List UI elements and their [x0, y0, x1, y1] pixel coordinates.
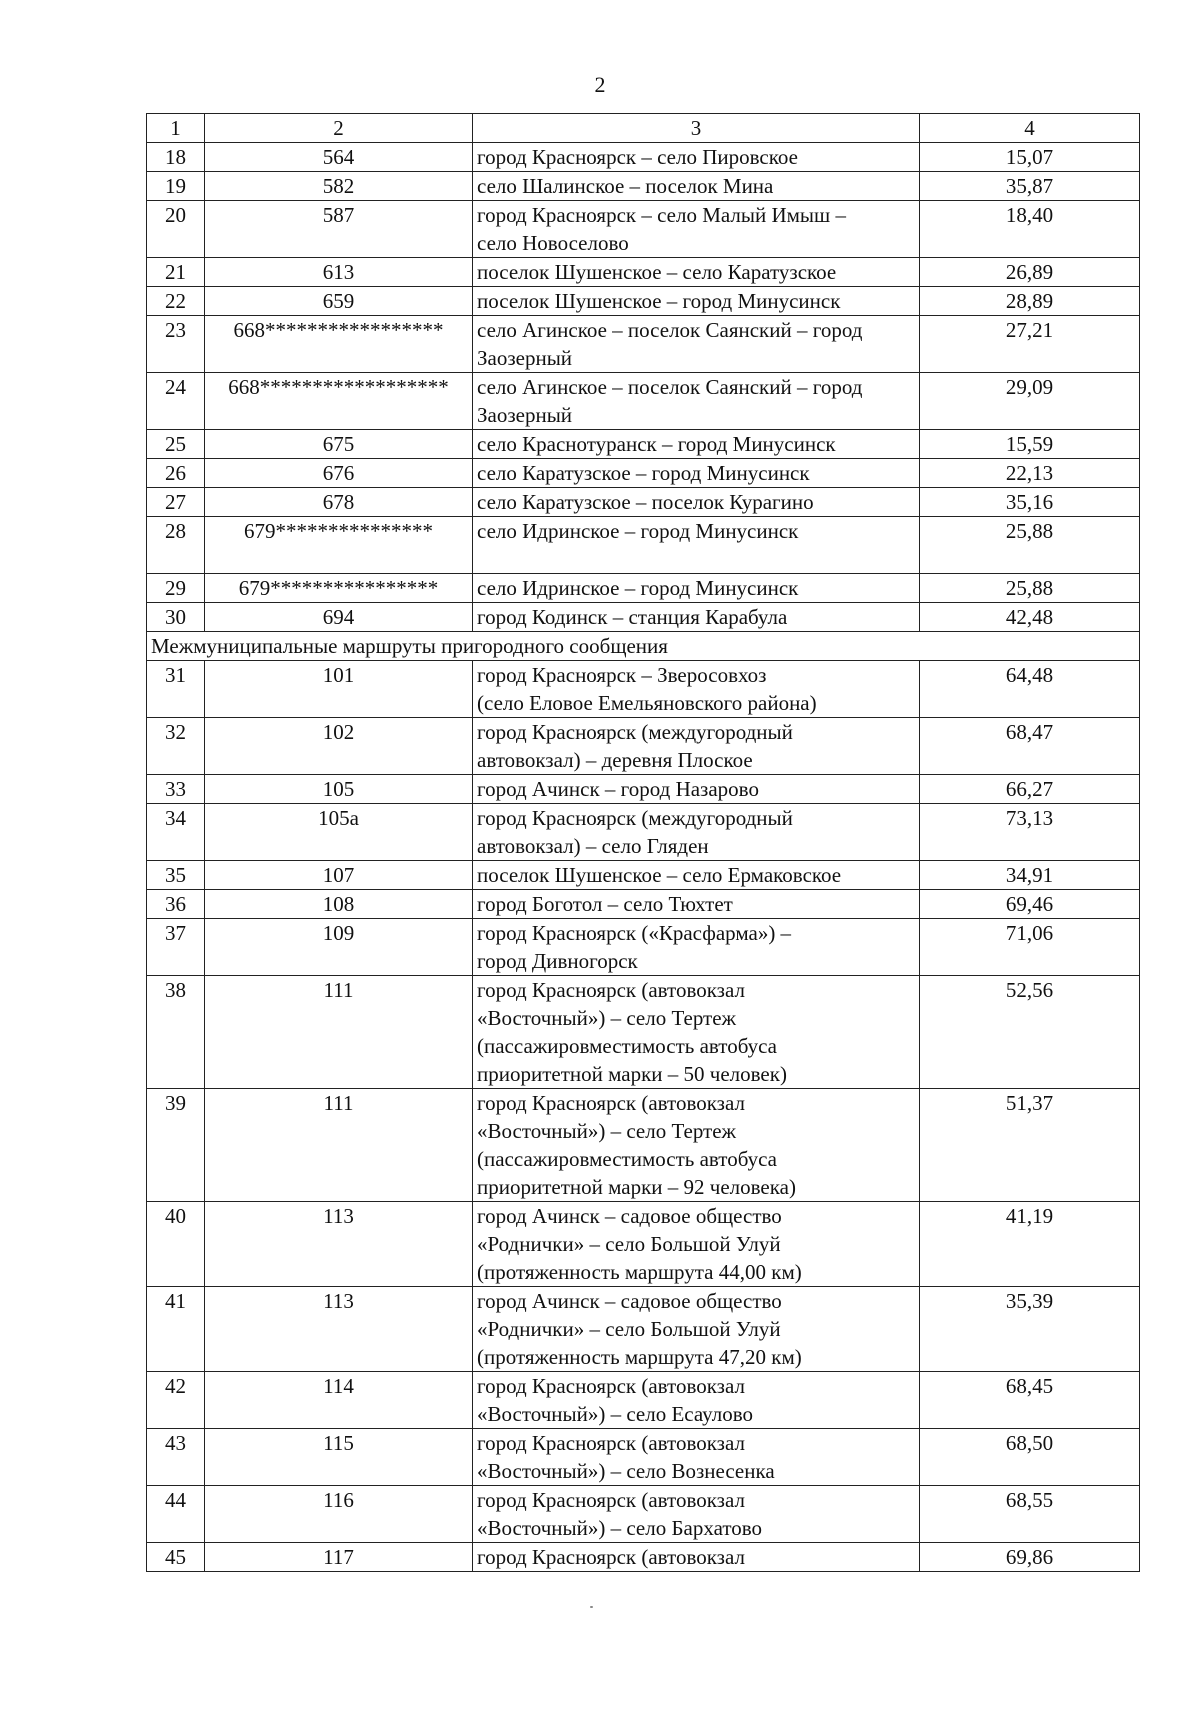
row-number: 33: [147, 775, 205, 804]
fare-value: 71,06: [920, 919, 1140, 976]
row-number: 39: [147, 1089, 205, 1202]
route-direction-line: город Красноярск – Зверосовхоз: [477, 663, 767, 687]
route-direction-line: (протяженность маршрута 44,00 км): [477, 1260, 802, 1284]
route-number: 659: [205, 287, 473, 316]
fare-value: 25,88: [920, 574, 1140, 603]
route-direction: [473, 661, 920, 718]
route-direction: [473, 287, 920, 316]
route-direction: [473, 890, 920, 919]
row-number: 43: [147, 1429, 205, 1486]
column-number-3: 3: [473, 114, 920, 143]
table-row: [147, 287, 1140, 316]
row-number: 41: [147, 1287, 205, 1372]
row-number: 22: [147, 287, 205, 316]
route-direction-line: город Боготол – село Тюхтет: [477, 892, 733, 916]
table-row: [147, 804, 1140, 861]
route-direction-line: город Красноярск (автовокзал: [477, 978, 745, 1002]
route-direction-line: «Роднички» – село Большой Улуй: [477, 1232, 781, 1256]
route-direction-line: Заозерный: [477, 346, 573, 370]
row-number: 38: [147, 976, 205, 1089]
route-direction: [473, 1202, 920, 1287]
fare-value: 26,89: [920, 258, 1140, 287]
table-row: [147, 459, 1140, 488]
route-number: 115: [205, 1429, 473, 1486]
route-number: 116: [205, 1486, 473, 1543]
column-number-1: 1: [147, 114, 205, 143]
route-direction: [473, 1089, 920, 1202]
row-number: 35: [147, 861, 205, 890]
route-direction-line: (протяженность маршрута 47,20 км): [477, 1345, 802, 1369]
fare-value: 22,13: [920, 459, 1140, 488]
fare-value: 34,91: [920, 861, 1140, 890]
route-direction: [473, 430, 920, 459]
route-direction: [473, 459, 920, 488]
route-direction-line: город Красноярск (автовокзал: [477, 1488, 745, 1512]
route-number: 668*****************: [205, 316, 473, 373]
route-direction-line: город Красноярск (междугородный: [477, 720, 793, 744]
row-number: 37: [147, 919, 205, 976]
route-number: 109: [205, 919, 473, 976]
table-row: [147, 258, 1140, 287]
page-number: 2: [594, 72, 606, 97]
fare-value: 41,19: [920, 1202, 1140, 1287]
route-direction-line: [477, 545, 915, 573]
route-direction: [473, 488, 920, 517]
fare-value: 52,56: [920, 976, 1140, 1089]
route-direction: [473, 804, 920, 861]
row-number: 29: [147, 574, 205, 603]
route-direction-line: город Красноярск (автовокзал: [477, 1374, 745, 1398]
route-number: 587: [205, 201, 473, 258]
route-direction-line: село Каратузское – поселок Курагино: [477, 490, 814, 514]
table-row: [147, 430, 1140, 459]
table-row: [147, 172, 1140, 201]
route-direction: [473, 172, 920, 201]
route-direction-line: «Восточный») – село Вознесенка: [477, 1459, 775, 1483]
route-number: 668******************: [205, 373, 473, 430]
route-direction-line: село Краснотуранск – город Минусинск: [477, 432, 836, 456]
route-number: 111: [205, 1089, 473, 1202]
route-direction: [473, 574, 920, 603]
table-row: [147, 488, 1140, 517]
route-direction-line: село Агинское – поселок Саянский – город: [477, 318, 863, 342]
route-number: 613: [205, 258, 473, 287]
table-row: [147, 143, 1140, 172]
route-direction-line: город Красноярск (междугородный: [477, 806, 793, 830]
route-direction: [473, 718, 920, 775]
table-row: [147, 1287, 1140, 1372]
row-number: 27: [147, 488, 205, 517]
row-number: 21: [147, 258, 205, 287]
route-direction-line: город Красноярск – село Малый Имыш –: [477, 203, 846, 227]
fare-value: 73,13: [920, 804, 1140, 861]
table-row: [147, 1372, 1140, 1429]
fare-value: 29,09: [920, 373, 1140, 430]
route-number: 111: [205, 976, 473, 1089]
table-row: [147, 574, 1140, 603]
row-number: 25: [147, 430, 205, 459]
row-number: 36: [147, 890, 205, 919]
section-title: Межмуниципальные маршруты пригородного сообщения: [147, 632, 1140, 661]
route-number: 108: [205, 890, 473, 919]
route-direction-line: село Идринское – город Минусинск: [477, 519, 799, 543]
fare-value: 25,88: [920, 517, 1140, 574]
route-number: 102: [205, 718, 473, 775]
table-row: [147, 316, 1140, 373]
route-number: 114: [205, 1372, 473, 1429]
route-direction: [473, 143, 920, 172]
fare-value: 42,48: [920, 603, 1140, 632]
route-number: 117: [205, 1543, 473, 1572]
route-direction: [473, 201, 920, 258]
route-direction-line: автовокзал) – деревня Плоское: [477, 748, 753, 772]
fare-value: 68,50: [920, 1429, 1140, 1486]
route-direction-line: поселок Шушенское – село Ермаковское: [477, 863, 842, 887]
route-number: 679***************: [205, 517, 473, 574]
row-number: 20: [147, 201, 205, 258]
route-number: 678: [205, 488, 473, 517]
fare-value: 35,39: [920, 1287, 1140, 1372]
route-direction-line: город Кодинск – станция Карабула: [477, 605, 788, 629]
route-direction-line: «Восточный») – село Тертеж: [477, 1006, 737, 1030]
row-number: 19: [147, 172, 205, 201]
route-direction-line: (пассажировместимость автобуса: [477, 1034, 777, 1058]
route-direction-line: город Красноярск (автовокзал: [477, 1091, 745, 1115]
route-direction-line: город Красноярск («Красфарма») –: [477, 921, 792, 945]
table-row: [147, 775, 1140, 804]
table-row: [147, 1486, 1140, 1543]
table-row: [147, 373, 1140, 430]
row-number: 24: [147, 373, 205, 430]
route-number: 676: [205, 459, 473, 488]
route-direction-line: город Дивногорск: [477, 949, 638, 973]
column-number-2: 2: [205, 114, 473, 143]
route-direction: [473, 316, 920, 373]
routes-table: [146, 113, 1140, 1572]
row-number: 40: [147, 1202, 205, 1287]
route-direction-line: (село Еловое Емельяновского района): [477, 691, 817, 715]
row-number: 28: [147, 517, 205, 574]
route-number: 113: [205, 1287, 473, 1372]
row-number: 23: [147, 316, 205, 373]
route-direction-line: приоритетной марки – 92 человека): [477, 1175, 796, 1199]
scan-speck: [590, 1606, 593, 1608]
route-direction-line: приоритетной марки – 50 человек): [477, 1062, 787, 1086]
route-direction-line: город Ачинск – садовое общество: [477, 1289, 782, 1313]
route-number: 105: [205, 775, 473, 804]
table-row: [147, 919, 1140, 976]
row-number: 34: [147, 804, 205, 861]
fare-value: 28,89: [920, 287, 1140, 316]
route-direction: [473, 1287, 920, 1372]
route-direction-line: город Красноярск – село Пировское: [477, 145, 798, 169]
route-direction: [473, 1543, 920, 1572]
route-direction-line: поселок Шушенское – город Минусинск: [477, 289, 841, 313]
column-number-4: 4: [920, 114, 1140, 143]
route-direction-line: село Новоселово: [477, 231, 629, 255]
route-direction: [473, 775, 920, 804]
table-row: [147, 517, 1140, 574]
route-direction: [473, 1486, 920, 1543]
route-direction-line: «Восточный») – село Тертеж: [477, 1119, 737, 1143]
route-number: 113: [205, 1202, 473, 1287]
row-number: 42: [147, 1372, 205, 1429]
route-direction: [473, 861, 920, 890]
route-direction: [473, 603, 920, 632]
route-direction-line: (пассажировместимость автобуса: [477, 1147, 777, 1171]
route-number: 694: [205, 603, 473, 632]
table-row: [147, 1429, 1140, 1486]
route-direction-line: Заозерный: [477, 403, 573, 427]
route-direction: [473, 517, 920, 574]
route-number: 107: [205, 861, 473, 890]
fare-value: 66,27: [920, 775, 1140, 804]
route-direction-line: село Шалинское – поселок Мина: [477, 174, 774, 198]
route-direction-line: город Красноярск (автовокзал: [477, 1431, 745, 1455]
route-direction: [473, 1429, 920, 1486]
route-direction-line: город Ачинск – город Назарово: [477, 777, 759, 801]
route-direction-line: село Агинское – поселок Саянский – город: [477, 375, 863, 399]
route-direction-line: «Восточный») – село Бархатово: [477, 1516, 763, 1540]
row-number: 18: [147, 143, 205, 172]
table-row: [147, 976, 1140, 1089]
fare-value: 15,59: [920, 430, 1140, 459]
table-row: [147, 1543, 1140, 1572]
fare-value: 18,40: [920, 201, 1140, 258]
fare-value: 35,87: [920, 172, 1140, 201]
fare-value: 69,86: [920, 1543, 1140, 1572]
route-direction: [473, 976, 920, 1089]
fare-value: 64,48: [920, 661, 1140, 718]
route-number: 582: [205, 172, 473, 201]
table-row: [147, 661, 1140, 718]
fare-value: 68,55: [920, 1486, 1140, 1543]
row-number: 31: [147, 661, 205, 718]
table-row: [147, 603, 1140, 632]
table-header-row: [147, 114, 1140, 143]
route-number: 564: [205, 143, 473, 172]
fare-value: 68,47: [920, 718, 1140, 775]
row-number: 30: [147, 603, 205, 632]
row-number: 45: [147, 1543, 205, 1572]
table-row: [147, 1202, 1140, 1287]
table-row: [147, 201, 1140, 258]
table-row: [147, 718, 1140, 775]
route-direction: [473, 1372, 920, 1429]
fare-value: 68,45: [920, 1372, 1140, 1429]
table-row: [147, 890, 1140, 919]
route-direction: [473, 373, 920, 430]
route-direction-line: город Ачинск – садовое общество: [477, 1204, 782, 1228]
route-direction-line: «Восточный») – село Есаулово: [477, 1402, 753, 1426]
fare-value: 27,21: [920, 316, 1140, 373]
route-number: 675: [205, 430, 473, 459]
table-row: [147, 861, 1140, 890]
fare-value: 35,16: [920, 488, 1140, 517]
route-number: 679****************: [205, 574, 473, 603]
table-row: [147, 1089, 1140, 1202]
route-direction-line: село Каратузское – город Минусинск: [477, 461, 810, 485]
fare-value: 15,07: [920, 143, 1140, 172]
route-direction-line: город Красноярск (автовокзал: [477, 1545, 745, 1569]
route-number: 105а: [205, 804, 473, 861]
fare-value: 69,46: [920, 890, 1140, 919]
section-header-row: [147, 632, 1140, 661]
route-direction: [473, 258, 920, 287]
row-number: 32: [147, 718, 205, 775]
route-direction-line: «Роднички» – село Большой Улуй: [477, 1317, 781, 1341]
route-number: 101: [205, 661, 473, 718]
route-direction-line: поселок Шушенское – село Каратузское: [477, 260, 837, 284]
row-number: 26: [147, 459, 205, 488]
fare-value: 51,37: [920, 1089, 1140, 1202]
row-number: 44: [147, 1486, 205, 1543]
route-direction-line: село Идринское – город Минусинск: [477, 576, 799, 600]
routes-table-body: [147, 114, 1140, 1572]
route-direction: [473, 919, 920, 976]
route-direction-line: автовокзал) – село Гляден: [477, 834, 709, 858]
